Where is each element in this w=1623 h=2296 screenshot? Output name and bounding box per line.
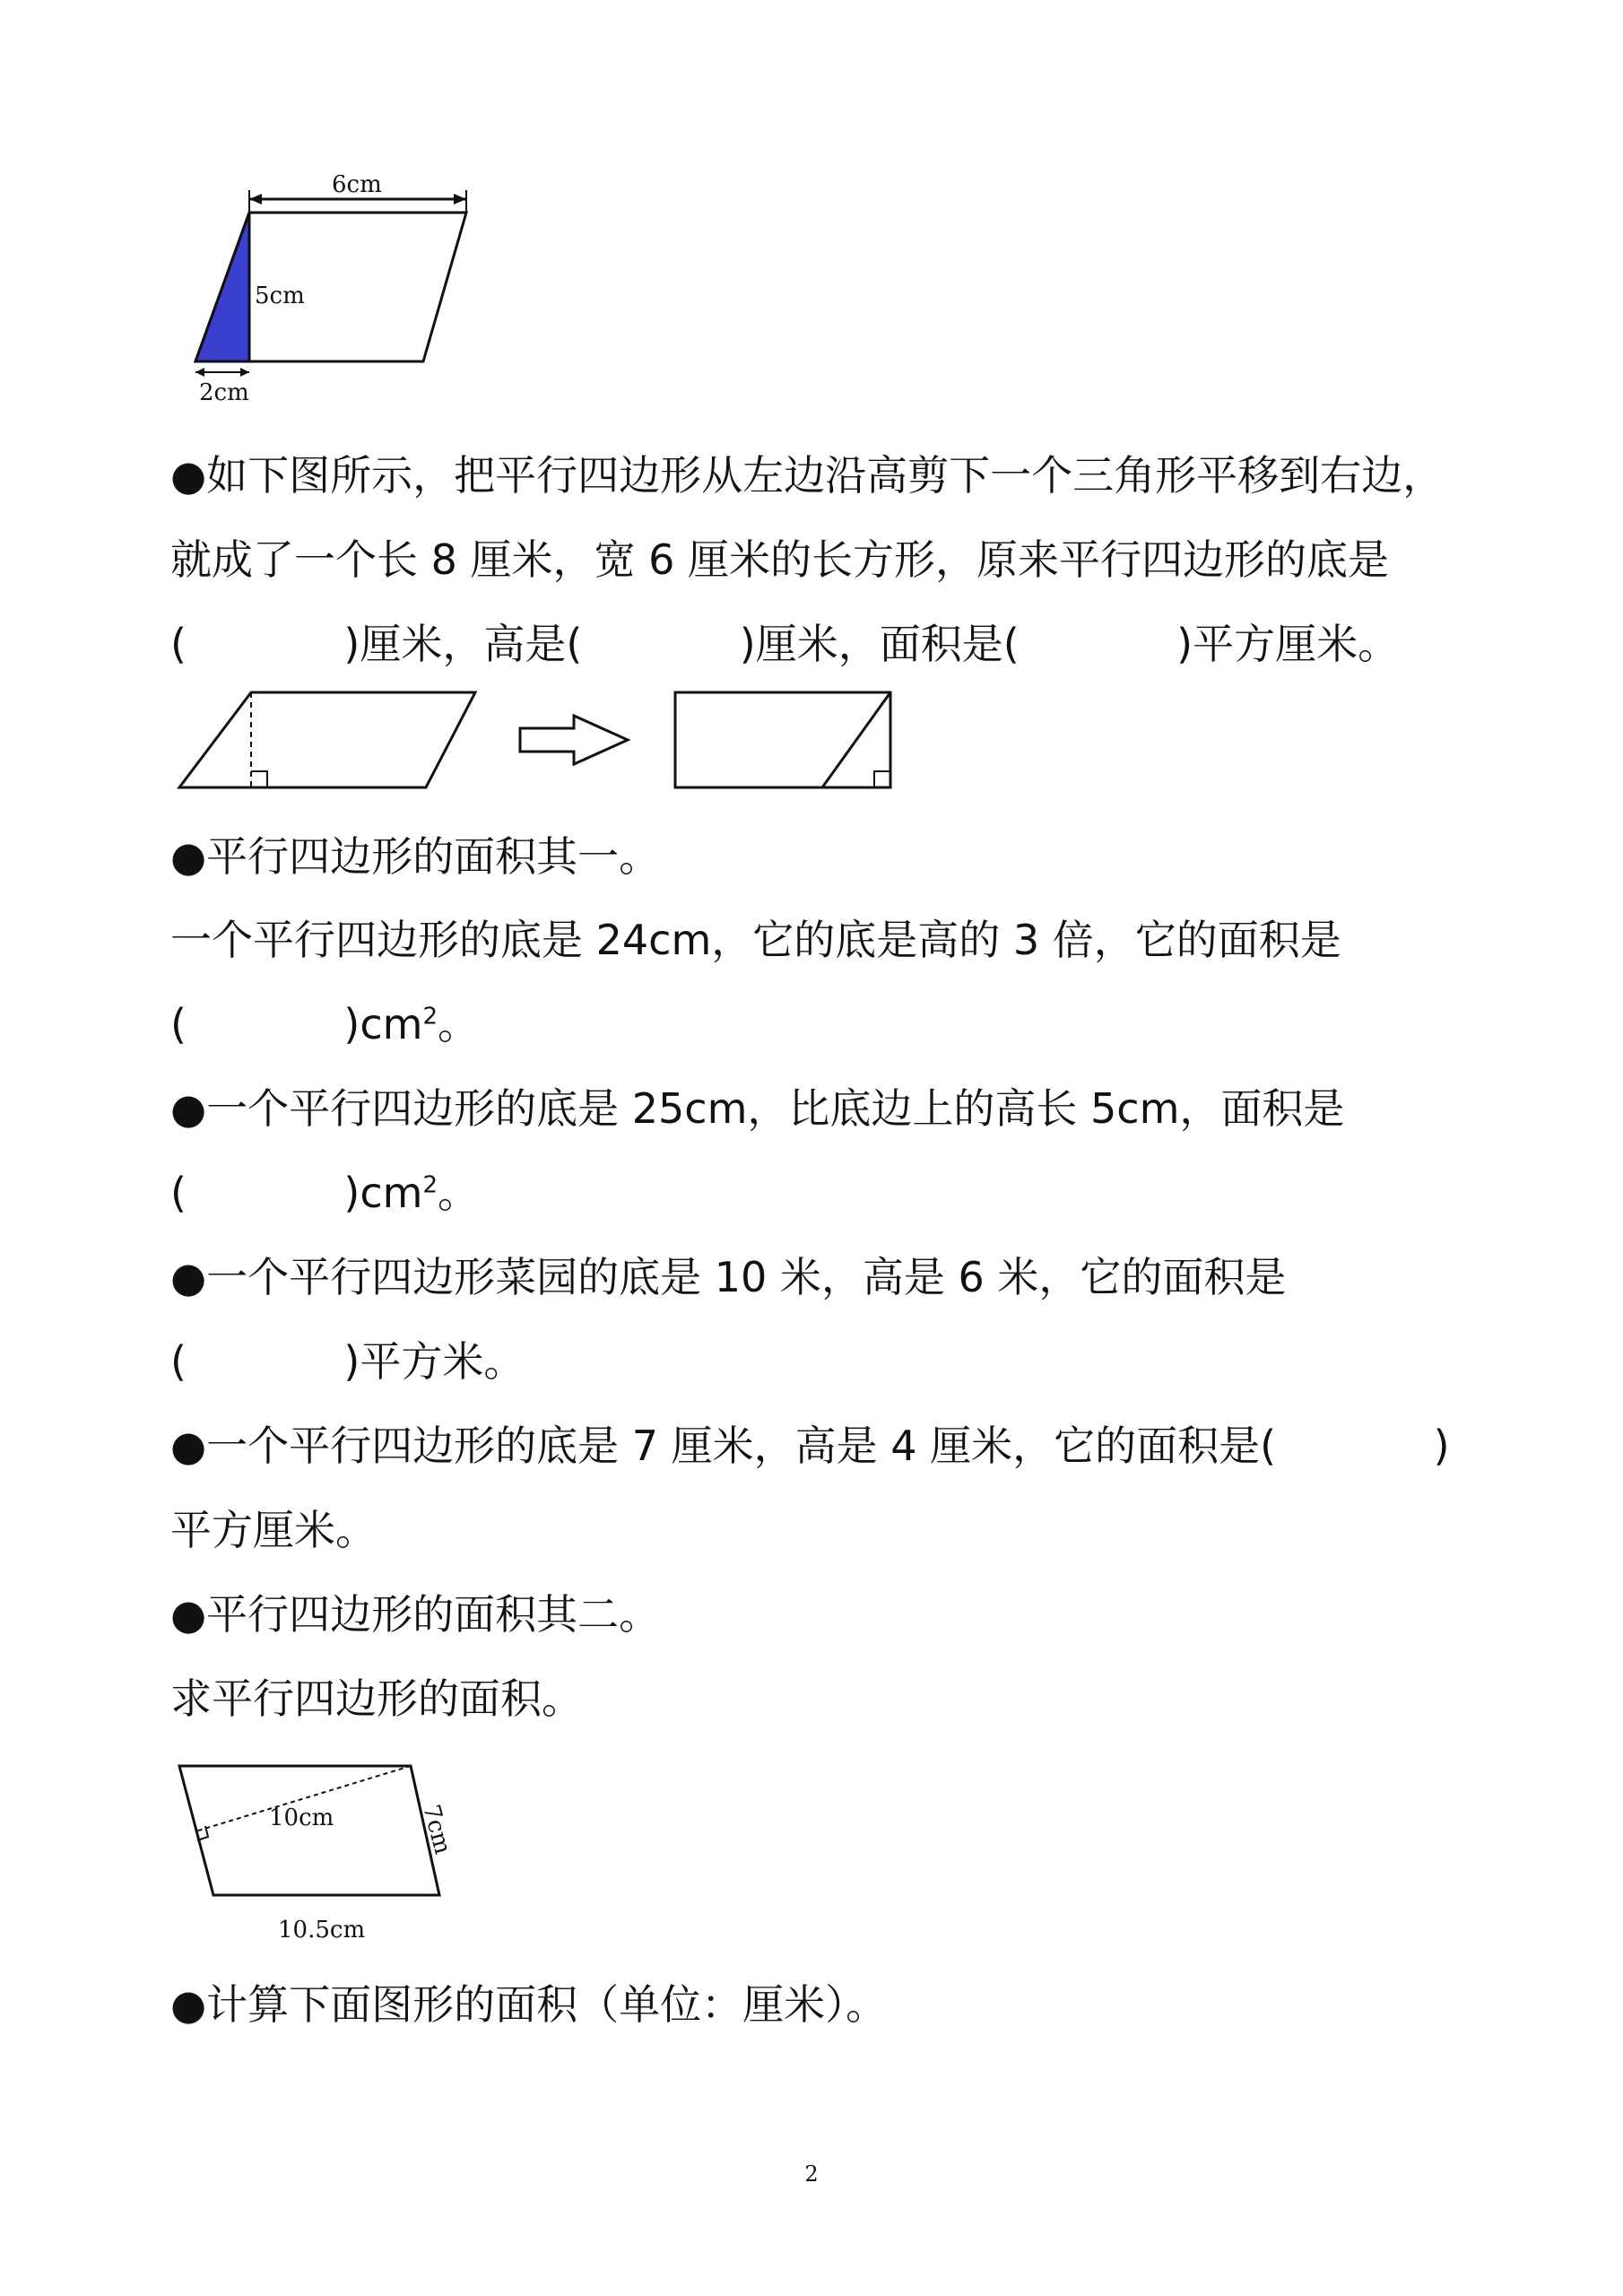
q5-line1: ●一个平行四边形的底是 7 厘米，高是 4 厘米，它的面积是( ) (170, 1422, 1450, 1470)
q1-line3: ( )厘米，高是( )厘米，面积是( )平方厘米。 (170, 620, 1400, 668)
parallelogram (179, 692, 475, 787)
q4-line1: ●一个平行四边形菜园的底是 10 米，高是 6 米，它的面积是 (170, 1253, 1287, 1301)
q1-line1: ●如下图所示，把平行四边形从左边沿高剪下一个三角形平移到右边， (170, 451, 1445, 500)
height-label: 5cm (255, 283, 305, 309)
side-label: 7cm (417, 1802, 456, 1857)
arrow-icon (520, 716, 628, 764)
section2-title: ●平行四边形的面积其二。 (170, 1590, 661, 1639)
base-label: 10.5cm (278, 1917, 366, 1944)
q2-line1: 一个平行四边形的底是 24cm，它的底是高的 3 倍，它的面积是 (170, 916, 1341, 964)
q3-line1: ●一个平行四边形的底是 25cm，比底边上的高长 5cm，面积是 (170, 1084, 1345, 1133)
top-length-label: 6cm (332, 171, 382, 198)
q1-line2: 就成了一个长 8 厘米，宽 6 厘米的长方形，原来平行四边形的底是 (170, 535, 1390, 584)
height-label: 10cm (269, 1805, 334, 1831)
rectangle (675, 692, 890, 787)
q7-line1: ●计算下面图形的面积（单位：厘米）。 (170, 1980, 888, 2029)
q5-line2: 平方厘米。 (170, 1506, 377, 1554)
q6-line1: 求平行四边形的面积。 (170, 1674, 583, 1723)
q3-line2: ( )$cm^2$。 (170, 1169, 480, 1217)
q2-line2: ( )$cm^2$。 (170, 1000, 480, 1048)
q4-line2: ( )平方米。 (170, 1337, 525, 1386)
page-number: 2 (804, 2161, 819, 2187)
figure-parallelogram-area (170, 1753, 466, 1955)
figure-parallelogram-shaded (179, 170, 502, 413)
figure-transform (175, 682, 910, 803)
bottom-length-label: 2cm (199, 379, 249, 406)
section1-title: ●平行四边形的面积其一。 (170, 832, 661, 881)
